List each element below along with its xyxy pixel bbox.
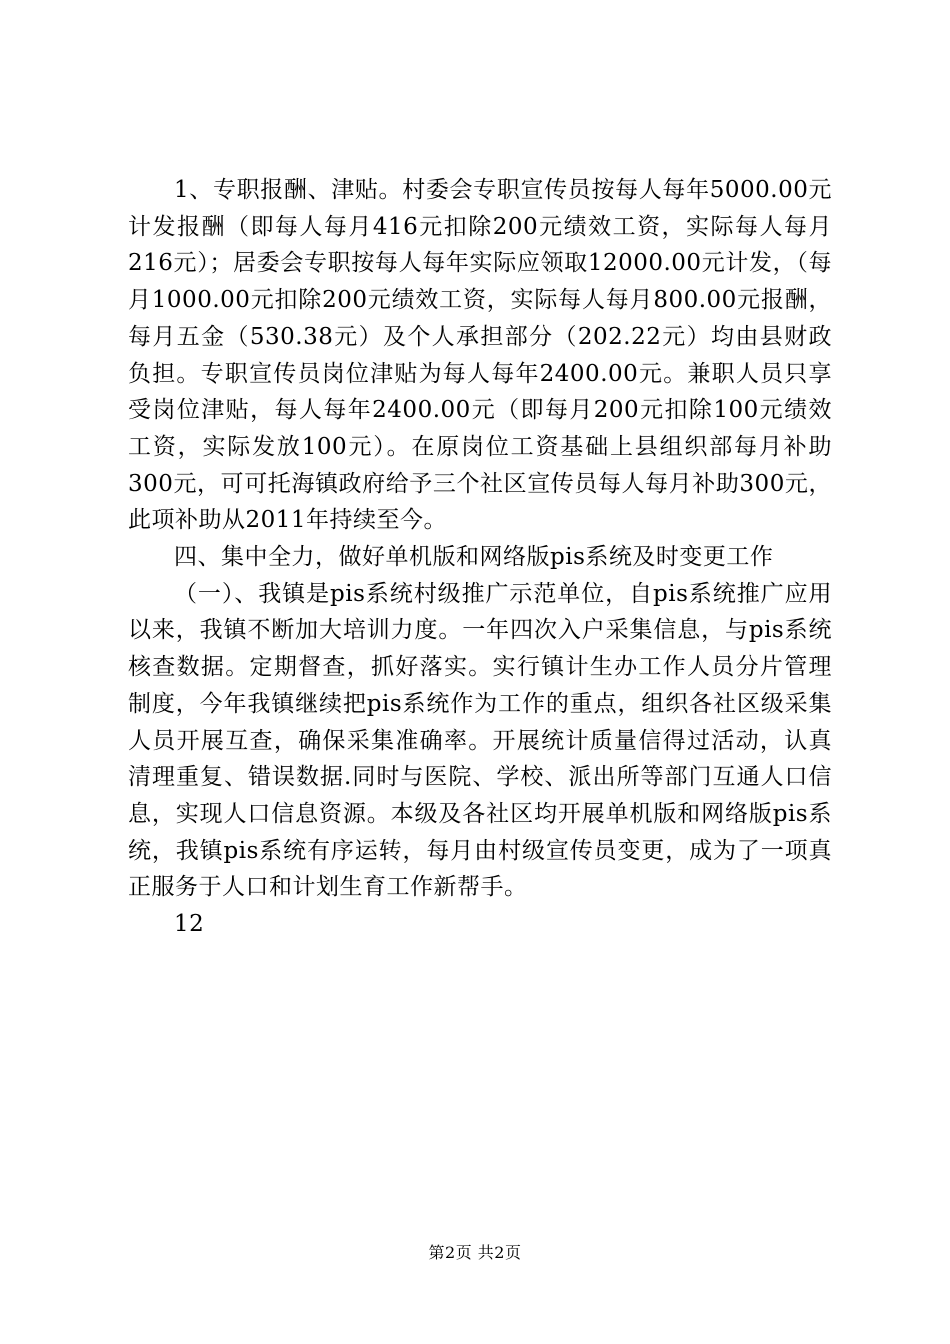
section-heading-pis: 四、集中全力，做好单机版和网络版pis系统及时变更工作 (174, 544, 774, 571)
paragraph-number: 12 (174, 911, 205, 938)
document-body (128, 172, 832, 943)
paragraph-compensation: 1、专职报酬、津贴。村委会专职宣传员按每人每年5000.00元计发报酬（即每人每月416元扣除200元绩效工资，实际每人每月216元）；居委会专职按每人每年实际应领取12000.00元计发，（每月1000.00元扣除200元绩效工资，实际每人每月800.00元报酬，每月五金（530.38元）及个人承担部分（202.22元）均由县财政负担。专职宣传员岗位津贴为每人每年2400.00元。兼职人员只享受岗位津贴，每人每年2400.00元（即每月200元扣除100元绩效工资，实际发放100元）。在原岗位工资基础上县组织部每月补助300元，可可托海镇政府给予三个社区宣传员每人每月补助300元，此项补助从2011年持续至今。 (128, 177, 832, 534)
paragraph-pis-system: （一）、我镇是pis系统村级推广示范单位，自pis系统推广应用以来，我镇不断加大培训力度。一年四次入户采集信息，与pis系统核查数据。定期督查，抓好落实。实行镇计生办工作人员分片管理制度，今年我镇继续把pis系统作为工作的重点，组织各社区级采集人员开展互查，确保采集准确率。开展统计质量信得过活动，认真清理重复、错误数据.同时与医院、学校、派出所等部门互通人口信息，实现人口信息资源。本级及各社区均开展单机版和网络版pis系统，我镇pis系统有序运转，每月由村级宣传员变更，成为了一项真正服务于人口和计划生育工作新帮手。 (128, 580, 832, 901)
page-footer: 第2页 共2页 (428, 1243, 522, 1262)
